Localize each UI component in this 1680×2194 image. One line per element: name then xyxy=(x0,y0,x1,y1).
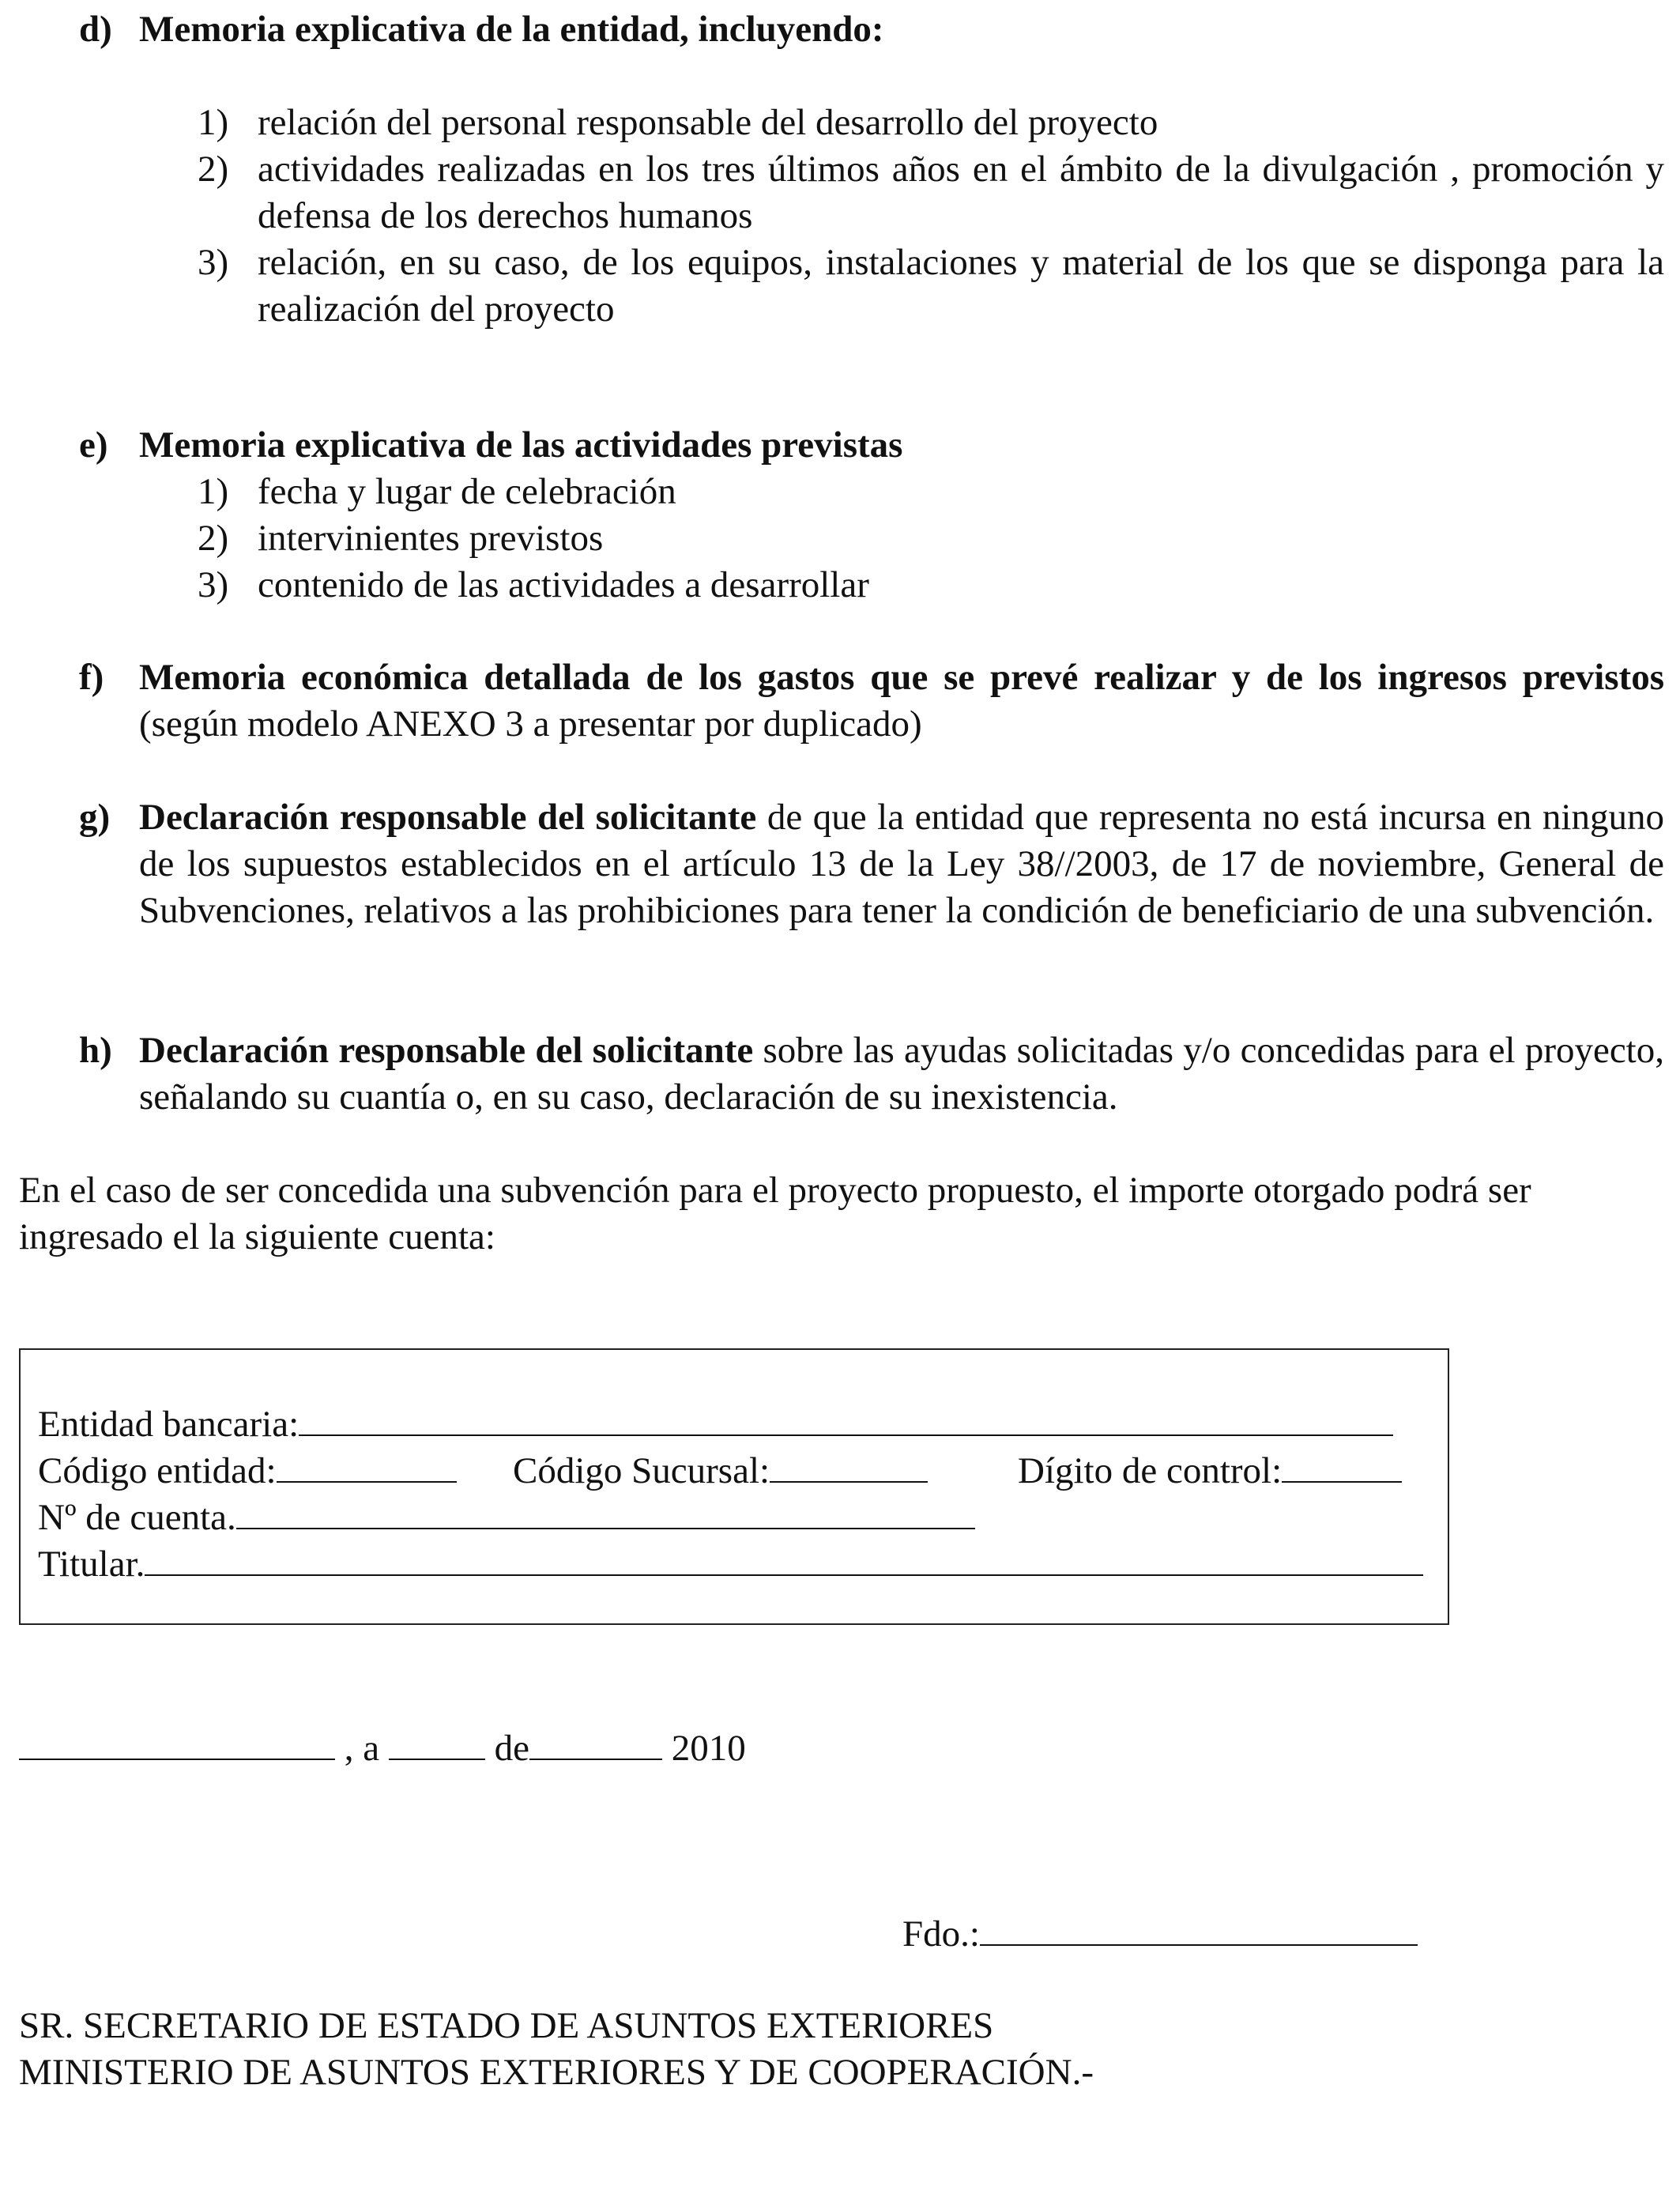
section-d-item-3-num: 3) xyxy=(198,242,229,283)
section-e-item-3-num: 3) xyxy=(198,564,229,605)
section-d-marker: d) xyxy=(79,9,112,50)
codigo-entidad-row xyxy=(38,1448,457,1495)
titular-row xyxy=(38,1541,1423,1588)
date-de-text: de xyxy=(494,1728,529,1769)
year-text: 2010 xyxy=(671,1728,746,1769)
section-f-text: (según modelo ANEXO 3 a presentar por duplicado) xyxy=(139,703,922,745)
section-e-marker: e) xyxy=(79,424,108,466)
signature-line xyxy=(902,1911,1418,1958)
numero-cuenta-label: Nº de cuenta. xyxy=(38,1497,236,1538)
section-d-item-1-num: 1) xyxy=(198,102,229,143)
section-e-item-1-num: 1) xyxy=(198,471,229,512)
section-h-bold: Declaración responsable del solicitante xyxy=(139,1030,754,1071)
section-e-item-1-text: fecha y lugar de celebración xyxy=(258,471,676,512)
digito-control-row xyxy=(1018,1448,1402,1495)
section-d-item-2-text: actividades realizadas en los tres últimos años en el ámbito de la divulgación , promoción y defensa de los derechos humanos xyxy=(258,149,1664,236)
entidad-bancaria-label: Entidad bancaria: xyxy=(38,1404,299,1445)
signature-field[interactable] xyxy=(980,1913,1418,1946)
section-f-bold: Memoria económica detallada de los gastos que se prevé realizar y de los ingresos previstos xyxy=(139,657,1664,698)
section-e-item-3-text: contenido de las actividades a desarrollar xyxy=(258,564,869,605)
digito-control-field[interactable] xyxy=(1282,1449,1402,1483)
section-h-body xyxy=(139,1027,1664,1121)
titular-field[interactable] xyxy=(145,1543,1423,1576)
numero-cuenta-row xyxy=(38,1495,975,1541)
section-h-text: sobre las ayudas solicitadas y/o concedidas para el proyecto, señalando su cuantía o, en su caso, declaración de su inexistencia. xyxy=(139,1030,1664,1118)
codigo-sucursal-label: Código Sucursal: xyxy=(513,1450,770,1491)
codigo-entidad-label: Código entidad: xyxy=(38,1450,277,1491)
bank-account-box xyxy=(19,1348,1449,1625)
section-f-body xyxy=(139,654,1664,748)
section-e-item-2-text: intervinientes previstos xyxy=(258,518,604,559)
section-d-item-1-text: relación del personal responsable del desarrollo del proyecto xyxy=(258,102,1158,143)
entidad-bancaria-row xyxy=(38,1401,1393,1448)
addressee-line-1: SR. SECRETARIO DE ESTADO DE ASUNTOS EXTERIORES xyxy=(19,2005,994,2046)
section-e-item-2-num: 2) xyxy=(198,518,229,559)
titular-label: Titular. xyxy=(38,1544,145,1585)
section-e-title: Memoria explicativa de las actividades previstas xyxy=(139,424,903,466)
signature-label: Fdo.: xyxy=(902,1913,980,1955)
place-field[interactable] xyxy=(19,1727,335,1760)
codigo-sucursal-row xyxy=(513,1448,928,1495)
section-g-text: de que la entidad que representa no está incursa en ninguno de los supuestos establecidos en el artículo 13 de la Ley 38//2003, de 17 de noviembre, General de Subvenciones, relativos a las prohibiciones para tener la condición de beneficiario de una subvención. xyxy=(139,797,1664,931)
month-field[interactable] xyxy=(529,1727,662,1760)
codigo-entidad-field[interactable] xyxy=(277,1449,457,1483)
account-paragraph: En el caso de ser concedida una subvención para el proyecto propuesto, el importe otorgado podrá ser ingresado el la siguiente cuenta: xyxy=(19,1170,1531,1257)
date-a-text: , a xyxy=(344,1728,380,1769)
section-g-marker: g) xyxy=(79,797,111,838)
addressee-line-2: MINISTERIO DE ASUNTOS EXTERIORES Y DE COOPERACIÓN.- xyxy=(19,2052,1094,2093)
section-d-title: Memoria explicativa de la entidad, incluyendo: xyxy=(139,9,884,50)
day-field[interactable] xyxy=(389,1727,485,1760)
codigo-sucursal-field[interactable] xyxy=(770,1449,928,1483)
section-g-body xyxy=(139,794,1664,934)
section-f-marker: f) xyxy=(79,657,104,698)
entidad-bancaria-field[interactable] xyxy=(299,1403,1393,1436)
section-g-bold: Declaración responsable del solicitante xyxy=(139,797,757,838)
digito-control-label: Dígito de control: xyxy=(1018,1450,1283,1491)
date-line xyxy=(19,1725,746,1772)
section-d-item-2-num: 2) xyxy=(198,149,229,190)
section-h-marker: h) xyxy=(79,1030,112,1071)
section-d-item-3-text: relación, en su caso, de los equipos, instalaciones y material de los que se disponga para la realización del proyecto xyxy=(258,242,1664,330)
numero-cuenta-field[interactable] xyxy=(236,1496,975,1529)
